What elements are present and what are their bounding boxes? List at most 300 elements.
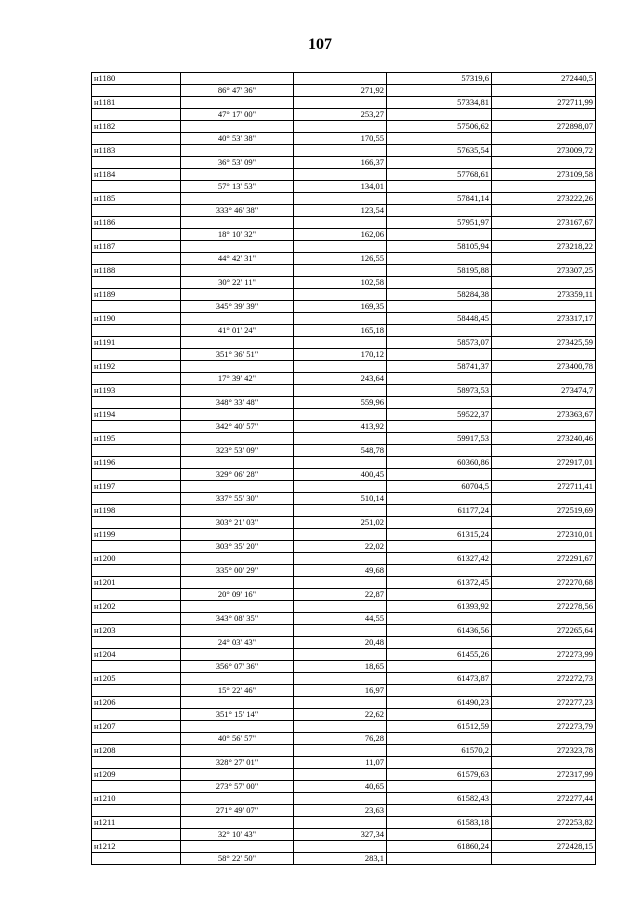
direction-angle: 345° 39' 39" — [181, 301, 294, 313]
segment-length: 327,34 — [294, 829, 387, 841]
empty-cell — [492, 709, 596, 721]
empty-cell — [181, 529, 294, 541]
segment-row — [92, 829, 596, 841]
point-row — [92, 145, 596, 157]
empty-cell — [492, 277, 596, 289]
segment-row — [92, 229, 596, 241]
segment-row — [92, 181, 596, 193]
y-coordinate: 273359,11 — [492, 289, 596, 301]
y-coordinate: 273317,17 — [492, 313, 596, 325]
empty-cell — [294, 553, 387, 565]
point-name: н1188 — [92, 265, 181, 277]
point-row — [92, 73, 596, 85]
segment-row — [92, 853, 596, 865]
x-coordinate: 58973,53 — [387, 385, 492, 397]
empty-cell — [92, 781, 181, 793]
empty-cell — [387, 325, 492, 337]
point-row — [92, 553, 596, 565]
segment-length: 510,14 — [294, 493, 387, 505]
point-row — [92, 601, 596, 613]
empty-cell — [92, 421, 181, 433]
direction-angle: 24° 03' 43" — [181, 637, 294, 649]
empty-cell — [387, 829, 492, 841]
segment-row — [92, 541, 596, 553]
x-coordinate: 57841,14 — [387, 193, 492, 205]
direction-angle: 328° 27' 01" — [181, 757, 294, 769]
empty-cell — [387, 685, 492, 697]
y-coordinate: 272519,69 — [492, 505, 596, 517]
empty-cell — [492, 757, 596, 769]
direction-angle: 20° 09' 16" — [181, 589, 294, 601]
segment-row — [92, 637, 596, 649]
empty-cell — [294, 97, 387, 109]
empty-cell — [387, 301, 492, 313]
empty-cell — [181, 265, 294, 277]
segment-length: 243,64 — [294, 373, 387, 385]
x-coordinate: 57319,6 — [387, 73, 492, 85]
direction-angle: 57° 13' 53" — [181, 181, 294, 193]
point-name: н1207 — [92, 721, 181, 733]
segment-length: 400,45 — [294, 469, 387, 481]
point-name: н1202 — [92, 601, 181, 613]
empty-cell — [387, 373, 492, 385]
point-name: н1186 — [92, 217, 181, 229]
segment-length: 169,35 — [294, 301, 387, 313]
point-name: н1203 — [92, 625, 181, 637]
x-coordinate: 61583,18 — [387, 817, 492, 829]
empty-cell — [294, 361, 387, 373]
segment-length: 16,97 — [294, 685, 387, 697]
x-coordinate: 61512,59 — [387, 721, 492, 733]
empty-cell — [92, 829, 181, 841]
y-coordinate: 273425,59 — [492, 337, 596, 349]
empty-cell — [294, 745, 387, 757]
point-row — [92, 817, 596, 829]
y-coordinate: 272273,79 — [492, 721, 596, 733]
direction-angle: 348° 33' 48" — [181, 397, 294, 409]
point-row — [92, 577, 596, 589]
empty-cell — [492, 301, 596, 313]
point-row — [92, 241, 596, 253]
empty-cell — [92, 493, 181, 505]
y-coordinate: 272272,73 — [492, 673, 596, 685]
x-coordinate: 61327,42 — [387, 553, 492, 565]
segment-row — [92, 373, 596, 385]
y-coordinate: 273222,26 — [492, 193, 596, 205]
empty-cell — [294, 793, 387, 805]
empty-cell — [92, 469, 181, 481]
direction-angle: 17° 39' 42" — [181, 373, 294, 385]
segment-row — [92, 157, 596, 169]
point-row — [92, 793, 596, 805]
empty-cell — [181, 145, 294, 157]
point-row — [92, 673, 596, 685]
empty-cell — [492, 181, 596, 193]
segment-row — [92, 445, 596, 457]
point-row — [92, 169, 596, 181]
empty-cell — [92, 445, 181, 457]
empty-cell — [181, 601, 294, 613]
empty-cell — [294, 169, 387, 181]
direction-angle: 15° 22' 46" — [181, 685, 294, 697]
point-name: н1194 — [92, 409, 181, 421]
point-row — [92, 97, 596, 109]
segment-length: 413,92 — [294, 421, 387, 433]
empty-cell — [181, 337, 294, 349]
empty-cell — [181, 457, 294, 469]
empty-cell — [387, 733, 492, 745]
empty-cell — [92, 301, 181, 313]
y-coordinate: 272273,99 — [492, 649, 596, 661]
empty-cell — [294, 649, 387, 661]
point-name: н1180 — [92, 73, 181, 85]
segment-length: 170,12 — [294, 349, 387, 361]
empty-cell — [181, 577, 294, 589]
x-coordinate: 60704,5 — [387, 481, 492, 493]
empty-cell — [294, 625, 387, 637]
point-row — [92, 121, 596, 133]
empty-cell — [92, 805, 181, 817]
direction-angle: 44° 42' 31" — [181, 253, 294, 265]
empty-cell — [92, 157, 181, 169]
empty-cell — [387, 541, 492, 553]
empty-cell — [181, 481, 294, 493]
empty-cell — [92, 589, 181, 601]
y-coordinate: 273240,46 — [492, 433, 596, 445]
direction-angle: 30° 22' 11" — [181, 277, 294, 289]
segment-row — [92, 805, 596, 817]
y-coordinate: 273109,58 — [492, 169, 596, 181]
empty-cell — [92, 181, 181, 193]
direction-angle: 41° 01' 24" — [181, 325, 294, 337]
empty-cell — [294, 433, 387, 445]
empty-cell — [294, 241, 387, 253]
empty-cell — [294, 121, 387, 133]
coordinates-table — [91, 72, 596, 865]
empty-cell — [492, 397, 596, 409]
direction-angle: 86° 47' 36" — [181, 85, 294, 97]
segment-row — [92, 493, 596, 505]
y-coordinate: 273218,22 — [492, 241, 596, 253]
segment-row — [92, 757, 596, 769]
point-name: н1193 — [92, 385, 181, 397]
empty-cell — [387, 277, 492, 289]
empty-cell — [492, 205, 596, 217]
point-row — [92, 217, 596, 229]
empty-cell — [294, 529, 387, 541]
empty-cell — [92, 709, 181, 721]
empty-cell — [294, 505, 387, 517]
y-coordinate: 272440,5 — [492, 73, 596, 85]
x-coordinate: 58741,37 — [387, 361, 492, 373]
empty-cell — [92, 109, 181, 121]
segment-length: 22,02 — [294, 541, 387, 553]
point-row — [92, 265, 596, 277]
x-coordinate: 58105,94 — [387, 241, 492, 253]
point-row — [92, 841, 596, 853]
y-coordinate: 272317,99 — [492, 769, 596, 781]
segment-row — [92, 205, 596, 217]
empty-cell — [387, 349, 492, 361]
empty-cell — [92, 613, 181, 625]
y-coordinate: 272711,99 — [492, 97, 596, 109]
empty-cell — [294, 457, 387, 469]
coordinates-table-body — [92, 73, 596, 865]
segment-row — [92, 325, 596, 337]
segment-row — [92, 133, 596, 145]
direction-angle: 40° 56' 57" — [181, 733, 294, 745]
segment-row — [92, 109, 596, 121]
point-name: н1191 — [92, 337, 181, 349]
y-coordinate: 272291,67 — [492, 553, 596, 565]
y-coordinate: 272310,01 — [492, 529, 596, 541]
point-name: н1184 — [92, 169, 181, 181]
empty-cell — [92, 373, 181, 385]
empty-cell — [294, 769, 387, 781]
empty-cell — [492, 85, 596, 97]
empty-cell — [294, 697, 387, 709]
point-name: н1182 — [92, 121, 181, 133]
direction-angle: 337° 55' 30" — [181, 493, 294, 505]
point-row — [92, 625, 596, 637]
direction-angle: 273° 57' 00" — [181, 781, 294, 793]
x-coordinate: 61455,26 — [387, 649, 492, 661]
empty-cell — [294, 817, 387, 829]
point-name: н1201 — [92, 577, 181, 589]
empty-cell — [294, 721, 387, 733]
x-coordinate: 61393,92 — [387, 601, 492, 613]
point-row — [92, 457, 596, 469]
direction-angle: 351° 15' 14" — [181, 709, 294, 721]
empty-cell — [92, 517, 181, 529]
direction-angle: 18° 10' 32" — [181, 229, 294, 241]
x-coordinate: 61315,24 — [387, 529, 492, 541]
empty-cell — [492, 445, 596, 457]
direction-angle: 47° 17' 00" — [181, 109, 294, 121]
direction-angle: 333° 46' 38" — [181, 205, 294, 217]
y-coordinate: 272898,07 — [492, 121, 596, 133]
y-coordinate: 272711,41 — [492, 481, 596, 493]
y-coordinate: 273167,67 — [492, 217, 596, 229]
empty-cell — [294, 73, 387, 85]
x-coordinate: 57334,81 — [387, 97, 492, 109]
empty-cell — [294, 409, 387, 421]
point-row — [92, 337, 596, 349]
x-coordinate: 58195,88 — [387, 265, 492, 277]
point-name: н1209 — [92, 769, 181, 781]
empty-cell — [492, 685, 596, 697]
empty-cell — [92, 637, 181, 649]
empty-cell — [92, 133, 181, 145]
point-row — [92, 193, 596, 205]
empty-cell — [181, 673, 294, 685]
y-coordinate: 272323,78 — [492, 745, 596, 757]
segment-row — [92, 733, 596, 745]
point-name: н1189 — [92, 289, 181, 301]
empty-cell — [92, 661, 181, 673]
point-name: н1210 — [92, 793, 181, 805]
y-coordinate: 272428,15 — [492, 841, 596, 853]
empty-cell — [92, 757, 181, 769]
segment-row — [92, 397, 596, 409]
empty-cell — [492, 349, 596, 361]
empty-cell — [387, 637, 492, 649]
empty-cell — [92, 349, 181, 361]
segment-length: 165,18 — [294, 325, 387, 337]
point-name: н1208 — [92, 745, 181, 757]
x-coordinate: 61177,24 — [387, 505, 492, 517]
segment-row — [92, 661, 596, 673]
empty-cell — [492, 805, 596, 817]
point-row — [92, 361, 596, 373]
point-row — [92, 481, 596, 493]
empty-cell — [492, 517, 596, 529]
empty-cell — [294, 289, 387, 301]
x-coordinate: 61490,23 — [387, 697, 492, 709]
direction-angle: 342° 40' 57" — [181, 421, 294, 433]
segment-length: 102,58 — [294, 277, 387, 289]
empty-cell — [294, 601, 387, 613]
empty-cell — [492, 541, 596, 553]
empty-cell — [181, 169, 294, 181]
point-row — [92, 433, 596, 445]
point-name: н1187 — [92, 241, 181, 253]
empty-cell — [387, 421, 492, 433]
empty-cell — [492, 613, 596, 625]
empty-cell — [492, 829, 596, 841]
segment-length: 170,55 — [294, 133, 387, 145]
point-name: н1198 — [92, 505, 181, 517]
point-row — [92, 385, 596, 397]
segment-length: 162,06 — [294, 229, 387, 241]
empty-cell — [181, 289, 294, 301]
y-coordinate: 273363,67 — [492, 409, 596, 421]
empty-cell — [492, 733, 596, 745]
segment-length: 22,87 — [294, 589, 387, 601]
empty-cell — [294, 481, 387, 493]
point-row — [92, 313, 596, 325]
empty-cell — [387, 205, 492, 217]
empty-cell — [492, 421, 596, 433]
empty-cell — [492, 661, 596, 673]
segment-row — [92, 469, 596, 481]
empty-cell — [294, 313, 387, 325]
empty-cell — [492, 109, 596, 121]
y-coordinate: 272277,23 — [492, 697, 596, 709]
segment-length: 123,54 — [294, 205, 387, 217]
empty-cell — [181, 649, 294, 661]
empty-cell — [294, 265, 387, 277]
empty-cell — [387, 853, 492, 865]
empty-cell — [294, 145, 387, 157]
empty-cell — [492, 637, 596, 649]
point-name: н1199 — [92, 529, 181, 541]
x-coordinate: 59917,53 — [387, 433, 492, 445]
direction-angle: 335° 00' 29" — [181, 565, 294, 577]
empty-cell — [181, 217, 294, 229]
point-row — [92, 769, 596, 781]
y-coordinate: 272278,56 — [492, 601, 596, 613]
empty-cell — [492, 853, 596, 865]
empty-cell — [387, 613, 492, 625]
y-coordinate: 272917,01 — [492, 457, 596, 469]
empty-cell — [387, 493, 492, 505]
x-coordinate: 61570,2 — [387, 745, 492, 757]
direction-angle: 343° 08' 35" — [181, 613, 294, 625]
point-name: н1195 — [92, 433, 181, 445]
point-row — [92, 721, 596, 733]
empty-cell — [92, 685, 181, 697]
segment-row — [92, 613, 596, 625]
point-name: н1185 — [92, 193, 181, 205]
empty-cell — [181, 505, 294, 517]
segment-row — [92, 565, 596, 577]
segment-length: 23,63 — [294, 805, 387, 817]
empty-cell — [92, 85, 181, 97]
x-coordinate: 57951,97 — [387, 217, 492, 229]
segment-length: 166,37 — [294, 157, 387, 169]
direction-angle: 329° 06' 28" — [181, 469, 294, 481]
empty-cell — [492, 781, 596, 793]
segment-length: 22,62 — [294, 709, 387, 721]
direction-angle: 271° 49' 07" — [181, 805, 294, 817]
y-coordinate: 272277,44 — [492, 793, 596, 805]
empty-cell — [492, 589, 596, 601]
point-name: н1212 — [92, 841, 181, 853]
point-name: н1205 — [92, 673, 181, 685]
empty-cell — [181, 697, 294, 709]
segment-length: 283,1 — [294, 853, 387, 865]
point-row — [92, 529, 596, 541]
empty-cell — [387, 709, 492, 721]
y-coordinate: 273307,25 — [492, 265, 596, 277]
y-coordinate: 272270,68 — [492, 577, 596, 589]
empty-cell — [181, 841, 294, 853]
segment-length: 20,48 — [294, 637, 387, 649]
empty-cell — [492, 373, 596, 385]
empty-cell — [92, 733, 181, 745]
direction-angle: 32° 10' 43" — [181, 829, 294, 841]
point-name: н1211 — [92, 817, 181, 829]
empty-cell — [492, 493, 596, 505]
x-coordinate: 61473,87 — [387, 673, 492, 685]
empty-cell — [181, 313, 294, 325]
empty-cell — [181, 241, 294, 253]
point-name: н1181 — [92, 97, 181, 109]
direction-angle: 351° 36' 51" — [181, 349, 294, 361]
empty-cell — [492, 469, 596, 481]
empty-cell — [181, 721, 294, 733]
x-coordinate: 57506,62 — [387, 121, 492, 133]
empty-cell — [387, 133, 492, 145]
direction-angle: 303° 35' 20" — [181, 541, 294, 553]
segment-length: 76,28 — [294, 733, 387, 745]
segment-length: 134,01 — [294, 181, 387, 193]
empty-cell — [92, 325, 181, 337]
point-name: н1197 — [92, 481, 181, 493]
segment-row — [92, 685, 596, 697]
segment-row — [92, 85, 596, 97]
point-name: н1192 — [92, 361, 181, 373]
empty-cell — [387, 805, 492, 817]
empty-cell — [181, 97, 294, 109]
empty-cell — [294, 337, 387, 349]
empty-cell — [387, 109, 492, 121]
empty-cell — [181, 817, 294, 829]
empty-cell — [92, 853, 181, 865]
empty-cell — [181, 745, 294, 757]
point-row — [92, 289, 596, 301]
